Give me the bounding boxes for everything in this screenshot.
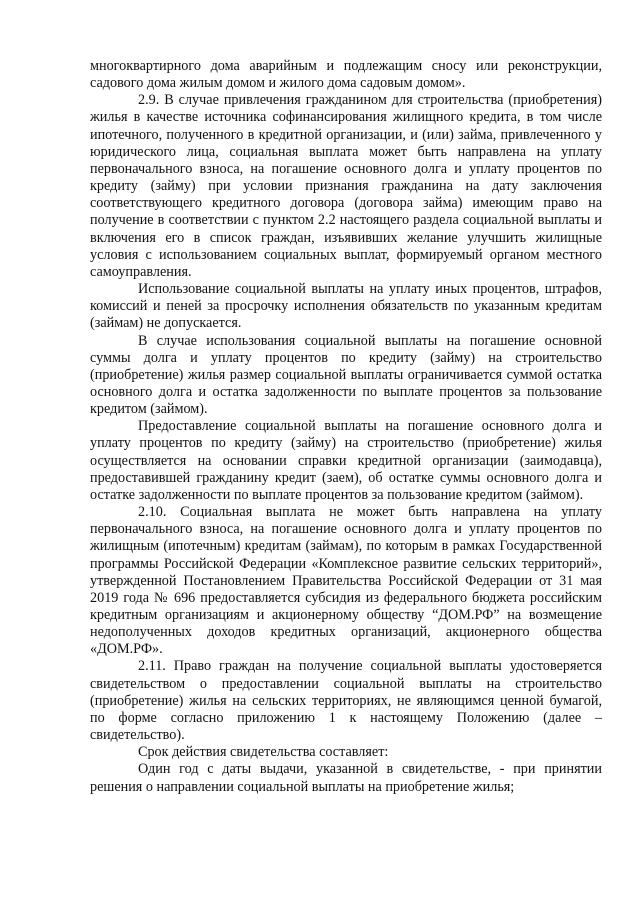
paragraph-bank-certificate: Предоставление социальной выплаты на погашение основного долга и уплату процентов по кредиту (займу) на строительство (приобретение) жилья осуществляется на основании справки кредитной организации (заимодавца), предоставившей гражданину кредит (заем), об остатке суммы основного долга и остатке задолженности по выплате процентов за пользование кредитом (займом). — [90, 418, 602, 503]
paragraph-2-11: 2.11. Право граждан на получение социальной выплаты удостоверяется свидетельством о предоставлении социальной выплаты на строительство (приобретение) жилья на сельских территориях, не являющимся ценной бумагой, по форме согласно приложению 1 к настоящему Положению (далее – свидетельство). — [90, 658, 602, 744]
paragraph-2-10: 2.10. Социальная выплата не может быть направлена на уплату первоначального взноса, на погашение основного долга и уплату процентов по жилищным (ипотечным) кредитам (займам), по которым в рамках Государственной программы Российской Федерации «Комплексное развитие сельских территорий», утвержденной Постановлением Правительства Российской Федерации от 31 мая 2019 года № 696 предоставляется субсидия из федерального бюджета российским кредитным организациям и акционерному обществу “ДОМ.РФ” на возмещение недополученных доходов кредитных организаций, акционерного общества «ДОМ.РФ». — [90, 504, 602, 658]
paragraph-validity-intro: Срок действия свидетельства составляет: — [138, 744, 389, 761]
paragraph-2-9: 2.9. В случае привлечения гражданином для строительства (приобретения) жилья в качестве источника софинансирования жилищного кредита, в том числе ипотечного, полученного в кредитной организации, и (или) займа, привлеченного у юридического лица, социальная выплата может быть направлена на уплату первоначального взноса, на погашение основного долга и уплату процентов по кредиту (займу) при условии признания гражданина на дату заключения соответствующего кредитного договора (договора займа) имеющим право на получение в соответствии с пунктом 2.2 настоящего раздела социальной выплаты и включения его в список граждан, изъявивших желание улучшить жилищные условия с использованием социальных выплат, формируемый органом местного самоуправления. — [90, 92, 602, 280]
paragraph-payment-limit: В случае использования социальной выплаты на погашение основной суммы долга и уплату процентов по кредиту (займу) на строительство (приобретение) жилья размер социальной выплаты ограничивается суммой остатка основного долга и остатка задолженности по выплате процентов за пользование кредитом (займом). — [90, 332, 602, 418]
paragraph-interest-exclusion: Использование социальной выплаты на уплату иных процентов, штрафов, комиссий и пеней за просрочку исполнения обязательств по указанным кредитам (займам) не допускается. — [90, 281, 602, 332]
document-page — [90, 58, 602, 796]
paragraph-validity-one-year: Один год с даты выдачи, указанной в свидетельстве, - при принятии решения о направлении социальной выплаты на приобретение жилья; — [90, 761, 602, 795]
paragraph-continuation: многоквартирного дома аварийным и подлежащим сносу или реконструкции, садового дома жилым домом и жилого дома садовым домом». — [90, 58, 602, 92]
